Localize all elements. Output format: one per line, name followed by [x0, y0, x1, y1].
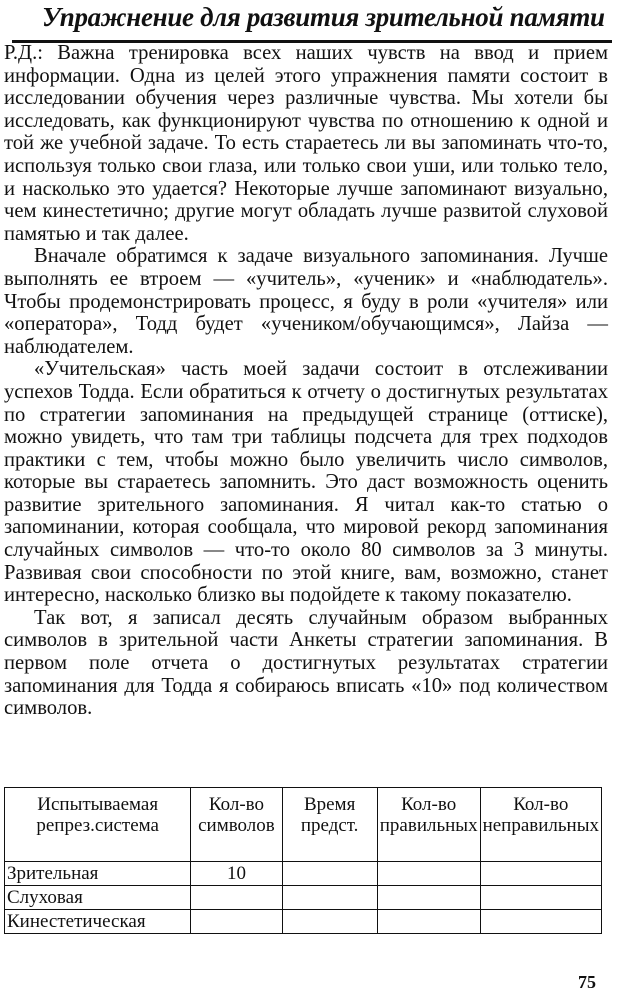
strategy-table: [4, 787, 602, 934]
header-cell-symbols: Кол-во символов: [191, 788, 282, 862]
table-cell: Зрительная: [5, 862, 191, 886]
header-cell-incorrect: Кол-во неправильных: [480, 788, 601, 862]
table-cell: [191, 910, 282, 934]
page-number: 75: [578, 972, 596, 992]
table-cell: [191, 886, 282, 910]
table-cell: [377, 886, 480, 910]
header-cell-correct: Кол-во правильных: [377, 788, 480, 862]
paragraph-4: Так вот, я записал десять случайным образом выбранных символов в зрительной части Анкеты стратегии запоминания. В первом поле отчета о достигнутых результатах стратегии запоминания для Тодда я собираюсь вписать «10» под количеством символов.: [4, 606, 608, 720]
paragraph-3: «Учительская» часть моей задачи состоит в отслеживании успехов Тодда. Если обратиться к отчету о достигнутых результатах по стратегии запоминания на предыдущей странице (оттиске), можно увидеть, что там три таблицы подсчета для трех подходов практики с тем, чтобы можно было увеличить число символов, которые вы стараетесь запомнить. Это даст возможность оценить развитие зрительного запоминания. Я читал как-то статью о запоминании, которая сообщала, что мировой рекорд запоминания случайных символов — что-то около 80 символов за 3 минуты. Развивая свои способности по этой книге, вам, возможно, станет интересно, насколько близко вы подойдете к такому показателю.: [4, 358, 608, 607]
table-row: [5, 910, 602, 934]
paragraph-1: Р.Д.: Важна тренировка всех наших чувств на ввод и прием информации. Одна из целей этого упражнения памяти состоит в исследовании обучения через различные чувства. Мы хотели бы исследовать, как функционируют чувства по отношению к одной и той же учебной задаче. То есть стараетесь ли вы запоминать что-то, используя только свои глаза, или только свои уши, или только тело, и насколько это удается? Некоторые лучше запоминают визуально, чем кинестетично; другие могут обладать лучше развитой слуховой памятью и так далее.: [4, 42, 608, 245]
table-cell: [480, 886, 601, 910]
table-row: [5, 862, 602, 886]
table-cell: Кинестетическая: [5, 910, 191, 934]
table-cell: [377, 910, 480, 934]
table-header-row: [5, 788, 602, 862]
table-cell: [480, 910, 601, 934]
table-cell: [282, 862, 377, 886]
table-cell: 10: [191, 862, 282, 886]
header-cell-time: Время предст.: [282, 788, 377, 862]
table-cell: [282, 910, 377, 934]
paragraph-2: Вначале обратимся к задаче визуального запоминания. Лучше выполнять ее втроем — «учитель», «ученик» и «наблюдатель». Чтобы продемонстрировать процесс, я буду в роли «учителя» или «оператора», Тодд будет «учеником/обучающимся», Лайза — наблюдателем.: [4, 245, 608, 358]
table-cell: [480, 862, 601, 886]
table-cell: Слуховая: [5, 886, 191, 910]
body-text: [4, 42, 608, 720]
header-cell-system: Испытываемая репрез.система: [5, 788, 191, 862]
page-title: Упражнение для развития зрительной памяти: [42, 2, 605, 32]
page-header: [12, 0, 612, 43]
table-cell: [377, 862, 480, 886]
table-row: [5, 886, 602, 910]
table-cell: [282, 886, 377, 910]
